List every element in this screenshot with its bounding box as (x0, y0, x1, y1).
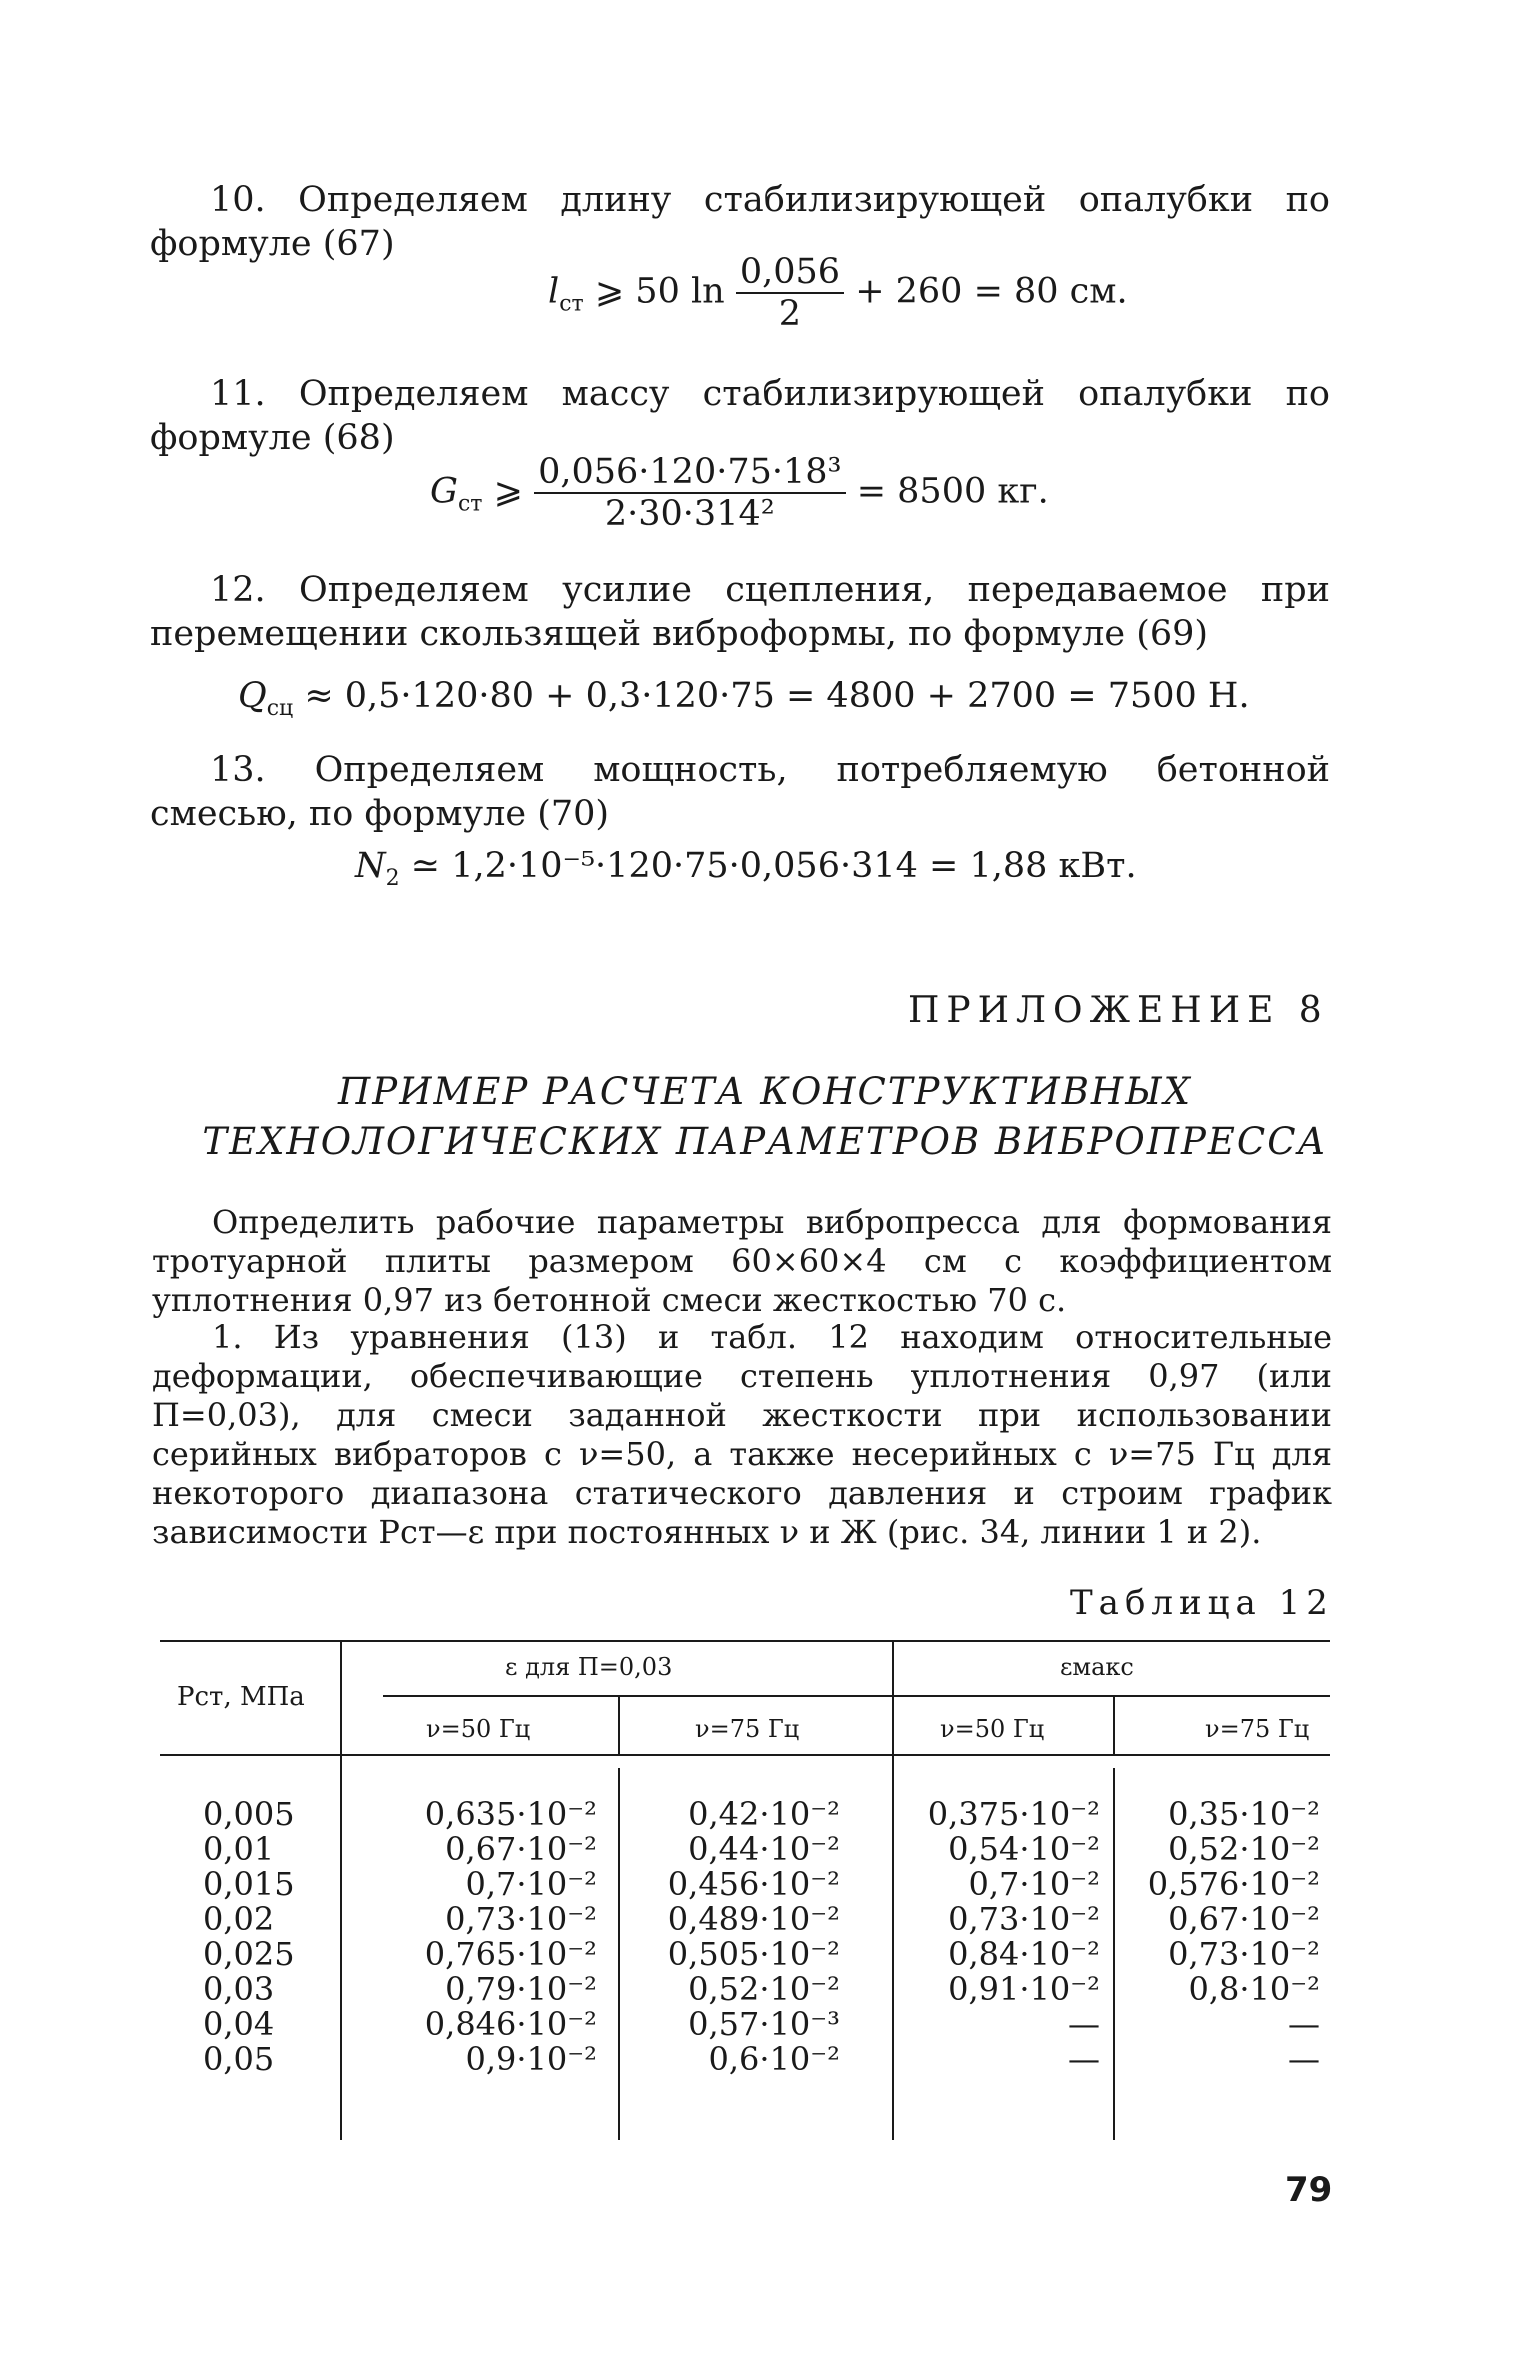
formula-70 (355, 846, 1137, 891)
header-emax-v75: ν=75 Гц (1205, 1715, 1310, 1743)
formula-67-lhs: l (548, 271, 560, 312)
column-eps-v75-values: 0,42·10⁻² 0,44·10⁻² 0,456·10⁻² 0,489·10⁻² 0,505·10⁻² 0,52·10⁻² 0,57·10⁻³ 0,6·10⁻² (667, 1795, 840, 2078)
formula-69 (238, 676, 1250, 721)
formula-68-denominator: 2·30·314² (604, 494, 775, 534)
formula-68-relation: ⩾ (493, 471, 523, 512)
formula-70-sub: 2 (385, 866, 400, 891)
formula-67-relation: ⩾ 50 ln (594, 271, 725, 312)
formula-67 (548, 252, 1128, 334)
intro-paragraph (152, 1203, 1332, 1320)
header-emax-group: εмакс (1060, 1653, 1134, 1681)
formula-67-sub: ст (559, 291, 584, 317)
column-emax-v75-values: 0,35·10⁻² 0,52·10⁻² 0,576·10⁻² 0,67·10⁻² 0,73·10⁻² 0,8·10⁻² — — (1147, 1795, 1320, 2078)
step-12-paragraph: 12. Определяем усилие сцепления, передаваемое при перемещении скользящей виброформы, по формуле (69) (150, 570, 1330, 654)
formula-68-rhs: = 8500 кг. (856, 471, 1049, 512)
appendix-title-line-2: ТЕХНОЛОГИЧЕСКИХ ПАРАМЕТРОВ ВИБРОПРЕССА (202, 1120, 1328, 1163)
formula-68-sub: ст (457, 491, 483, 517)
header-emax-v50: ν=50 Гц (940, 1715, 1045, 1743)
table-caption: Таблица 12 (1070, 1583, 1334, 1623)
formula-69-lhs: Q (238, 676, 267, 716)
step-12-text (150, 568, 1330, 656)
step-11-text (150, 372, 1330, 460)
formula-69-expression: ≈ 0,5·120·80 + 0,3·120·75 = 4800 + 2700 = 7500 Н. (304, 676, 1250, 716)
table-divider-2-header (618, 1697, 620, 1755)
step-10-paragraph: 10. Определяем длину стабилизирующей опалубки по формуле (67) (150, 180, 1330, 264)
step-13-paragraph: 13. Определяем мощность, потребляемую бетонной смесью, по формуле (70) (150, 750, 1330, 834)
intro-text: Определить рабочие параметры вибропресса для формования тротуарной плиты размером 60×60×4 см с коэффициентом уплотнения 0,97 из бетонной смеси жесткостью 70 с. (152, 1203, 1332, 1319)
table-divider-3 (892, 1640, 894, 2140)
step-13-text (150, 748, 1330, 836)
table-divider-4-body (1113, 1768, 1115, 2140)
column-pressure-values: 0,005 0,01 0,015 0,02 0,025 0,03 0,04 0,05 (203, 1795, 295, 2078)
header-eps-v75: ν=75 Гц (695, 1715, 800, 1743)
header-eps-v50: ν=50 Гц (426, 1715, 531, 1743)
formula-68-fraction (534, 452, 845, 534)
formula-68-lhs: G (430, 471, 458, 512)
table-divider-1 (340, 1640, 342, 2140)
table-top-rule (160, 1640, 1330, 1642)
table-divider-4-header (1113, 1697, 1115, 1755)
formula-69-sub: сц (266, 696, 294, 721)
table-divider-2-body (618, 1768, 620, 2140)
appendix-label: ПРИЛОЖЕНИЕ 8 (908, 990, 1329, 1031)
formula-68-numerator: 0,056·120·75·18³ (534, 452, 845, 494)
formula-67-numerator: 0,056 (736, 252, 844, 294)
formula-68 (430, 452, 1049, 534)
appendix-title-line-1: ПРИМЕР РАСЧЕТА КОНСТРУКТИВНЫХ (338, 1070, 1192, 1113)
step-11-paragraph: 11. Определяем массу стабилизирующей опалубки по формуле (68) (150, 374, 1330, 458)
formula-70-lhs: N (355, 846, 386, 886)
formula-67-fraction (736, 252, 844, 334)
step-1-paragraph (152, 1318, 1332, 1552)
table-header-rule (160, 1754, 1330, 1756)
table-subheader-rule (383, 1695, 1330, 1697)
header-pressure: Рст, МПа (177, 1682, 305, 1712)
column-eps-v50-values: 0,635·10⁻² 0,67·10⁻² 0,7·10⁻² 0,73·10⁻² 0,765·10⁻² 0,79·10⁻² 0,846·10⁻² 0,9·10⁻² (424, 1795, 597, 2078)
column-emax-v50-values: 0,375·10⁻² 0,54·10⁻² 0,7·10⁻² 0,73·10⁻² 0,84·10⁻² 0,91·10⁻² — — (927, 1795, 1100, 2078)
page-number: 79 (1285, 2170, 1333, 2210)
step-1-text: 1. Из уравнения (13) и табл. 12 находим относительные деформации, обеспечивающие степень уплотнения 0,97 (или П=0,03), для смеси заданной жесткости при использовании серийных вибраторов с ν=50, а также несерийных с ν=75 Гц для некоторого диапазона статического давления и строим график зависимости Рст—ε при постоянных ν и Ж (рис. 34, линии 1 и 2). (152, 1318, 1332, 1551)
formula-67-rhs: + 260 = 80 см. (855, 271, 1128, 312)
formula-67-denominator: 2 (778, 294, 802, 334)
header-eps-group: ε для П=0,03 (505, 1653, 673, 1681)
formula-70-expression: ≃ 1,2·10⁻⁵·120·75·0,056·314 = 1,88 кВт. (410, 846, 1137, 886)
